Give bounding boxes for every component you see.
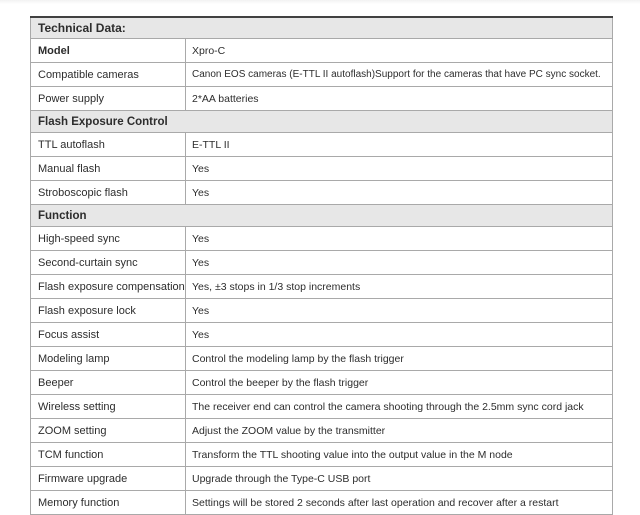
spec-value: Yes	[186, 181, 613, 205]
row-flash-exposure-lock	[31, 299, 613, 323]
spec-value: The receiver end can control the camera shooting through the 2.5mm sync cord jack	[186, 395, 613, 419]
technical-data-table	[30, 16, 613, 515]
spec-value: E-TTL II	[186, 133, 613, 157]
spec-value: Yes, ±3 stops in 1/3 stop increments	[186, 275, 613, 299]
spec-label: ZOOM setting	[31, 419, 186, 443]
spec-value: Control the modeling lamp by the flash trigger	[186, 347, 613, 371]
spec-value: Yes	[186, 299, 613, 323]
row-modeling-lamp	[31, 347, 613, 371]
table-title-row	[31, 17, 613, 39]
spec-value: Adjust the ZOOM value by the transmitter	[186, 419, 613, 443]
spec-value: 2*AA batteries	[186, 87, 613, 111]
section-flash-exposure-control	[31, 111, 613, 133]
row-ttl-autoflash	[31, 133, 613, 157]
row-tcm-function	[31, 443, 613, 467]
spec-label: Flash exposure compensation	[31, 275, 186, 299]
spec-label: Wireless setting	[31, 395, 186, 419]
row-zoom-setting	[31, 419, 613, 443]
spec-label: High-speed sync	[31, 227, 186, 251]
row-compatible-cameras	[31, 63, 613, 87]
spec-label: Model	[31, 39, 186, 63]
section-header: Flash Exposure Control	[31, 111, 613, 133]
table-title: Technical Data:	[31, 17, 613, 39]
row-wireless-setting	[31, 395, 613, 419]
spec-value: Control the beeper by the flash trigger	[186, 371, 613, 395]
row-manual-flash	[31, 157, 613, 181]
spec-value: Yes	[186, 227, 613, 251]
spec-value: Yes	[186, 157, 613, 181]
row-model	[31, 39, 613, 63]
spec-label: Beeper	[31, 371, 186, 395]
spec-label: TCM function	[31, 443, 186, 467]
row-firmware-upgrade	[31, 467, 613, 491]
spec-value: Canon EOS cameras (E-TTL II autoflash)Support for the cameras that have PC sync socket.	[186, 63, 613, 87]
spec-label: TTL autoflash	[31, 133, 186, 157]
top-edge-shading	[0, 0, 640, 4]
row-high-speed-sync	[31, 227, 613, 251]
spec-value: Yes	[186, 251, 613, 275]
spec-label: Firmware upgrade	[31, 467, 186, 491]
spec-value: Xpro-C	[186, 39, 613, 63]
spec-value: Transform the TTL shooting value into the output value in the M node	[186, 443, 613, 467]
row-power-supply	[31, 87, 613, 111]
row-memory-function	[31, 491, 613, 515]
spec-label: Modeling lamp	[31, 347, 186, 371]
section-function	[31, 205, 613, 227]
row-beeper	[31, 371, 613, 395]
row-stroboscopic-flash	[31, 181, 613, 205]
spec-label: Memory function	[31, 491, 186, 515]
spec-value: Settings will be stored 2 seconds after last operation and recover after a restart	[186, 491, 613, 515]
spec-label: Compatible cameras	[31, 63, 186, 87]
spec-label: Power supply	[31, 87, 186, 111]
section-header: Function	[31, 205, 613, 227]
spec-label: Stroboscopic flash	[31, 181, 186, 205]
spec-value: Upgrade through the Type-C USB port	[186, 467, 613, 491]
spec-value: Yes	[186, 323, 613, 347]
row-focus-assist	[31, 323, 613, 347]
spec-label: Focus assist	[31, 323, 186, 347]
spec-label: Manual flash	[31, 157, 186, 181]
row-flash-exposure-compensation	[31, 275, 613, 299]
row-second-curtain-sync	[31, 251, 613, 275]
spec-label: Flash exposure lock	[31, 299, 186, 323]
spec-label: Second-curtain sync	[31, 251, 186, 275]
